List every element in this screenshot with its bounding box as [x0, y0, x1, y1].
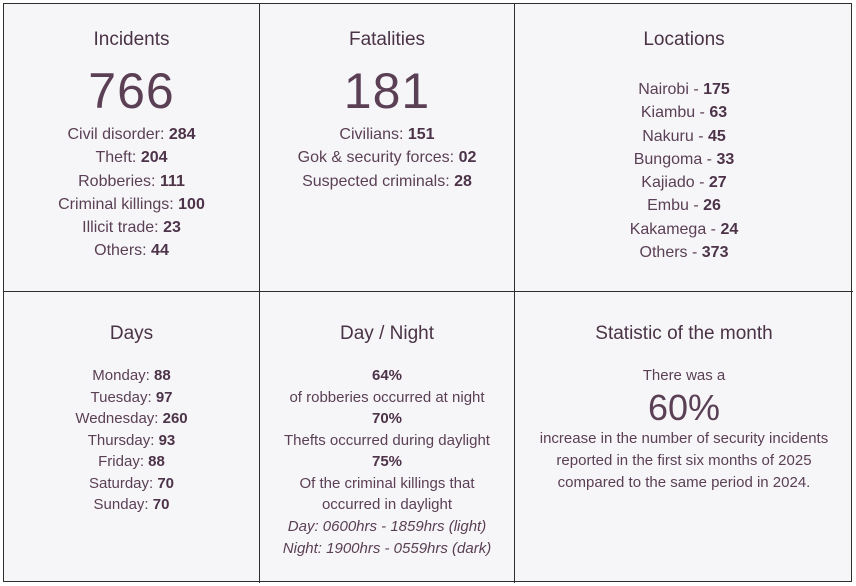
list-item: Nakuru - 45: [642, 127, 726, 145]
incidents-list: [4, 123, 259, 263]
robberies-night-pct: 64%: [371, 367, 403, 384]
robberies-night-text: of robberies occurred at night: [289, 388, 485, 406]
statistic-panel: [515, 292, 853, 583]
statistic-line-3: compared to the same period in 2024.: [557, 474, 811, 491]
day-night-panel: [260, 292, 515, 583]
list-item: Robberies: 111: [78, 172, 185, 190]
list-item: Others - 373: [639, 244, 729, 262]
thefts-day-text: Thefts occurred during daylight: [284, 431, 490, 449]
list-item: Friday: 88: [98, 453, 165, 470]
locations-list: [515, 78, 853, 264]
day-night-stats: [260, 365, 514, 560]
list-item: Embu - 26: [647, 197, 721, 215]
days-title: Days: [109, 323, 154, 344]
incidents-total: 766: [88, 63, 175, 119]
statistic-description: [515, 428, 853, 494]
list-item: Saturday: 70: [88, 474, 175, 492]
security-dashboard-grid: [3, 3, 852, 582]
list-item: Kajiado - 27: [641, 174, 727, 192]
killings-day-text-1: Of the criminal killings that: [299, 474, 475, 492]
list-item: Suspected criminals: 28: [302, 172, 472, 190]
list-item: Illicit trade: 23: [82, 219, 181, 237]
fatalities-panel: [260, 4, 515, 292]
days-panel: [4, 292, 260, 583]
list-item: Kiambu - 63: [640, 104, 728, 122]
locations-title: Locations: [643, 29, 725, 50]
list-item: Monday: 88: [92, 367, 171, 384]
list-item: Civilians: 151: [339, 126, 435, 143]
statistic-line-1: increase in the number of security incidents: [539, 430, 829, 447]
list-item: Gok & security forces: 02: [297, 149, 477, 167]
list-item: Others: 44: [94, 242, 169, 260]
statistic-intro: There was a: [642, 367, 726, 384]
thefts-day-pct: 70%: [371, 410, 403, 427]
days-list: [4, 365, 259, 516]
list-item: Thursday: 93: [87, 431, 176, 449]
list-item: Civil disorder: 284: [67, 126, 196, 143]
list-item: Theft: 204: [95, 149, 168, 167]
incidents-panel: [4, 4, 260, 292]
locations-panel: [515, 4, 853, 292]
list-item: Bungoma - 33: [633, 150, 735, 168]
list-item: Tuesday: 97: [90, 388, 173, 406]
list-item: Sunday: 70: [93, 496, 170, 513]
statistic-line-2: reported in the first six months of 2025: [556, 452, 812, 469]
fatalities-title: Fatalities: [348, 29, 426, 50]
night-hours-note: Night: 1900hrs - 0559hrs (dark): [282, 539, 492, 557]
statistic-title: Statistic of the month: [595, 323, 773, 344]
day-night-title: Day / Night: [340, 323, 434, 344]
killings-day-text-2: occurred in daylight: [321, 496, 453, 513]
fatalities-list: [260, 123, 514, 193]
list-item: Nairobi - 175: [638, 81, 730, 98]
incidents-title: Incidents: [93, 29, 170, 50]
list-item: Criminal killings: 100: [58, 195, 205, 213]
list-item: Wednesday: 260: [75, 410, 188, 427]
day-hours-note: Day: 0600hrs - 1859hrs (light): [287, 517, 487, 535]
killings-day-pct: 75%: [371, 453, 403, 470]
fatalities-total: 181: [343, 63, 431, 119]
statistic-value: 60%: [647, 387, 721, 428]
list-item: Kakamega - 24: [629, 220, 739, 238]
